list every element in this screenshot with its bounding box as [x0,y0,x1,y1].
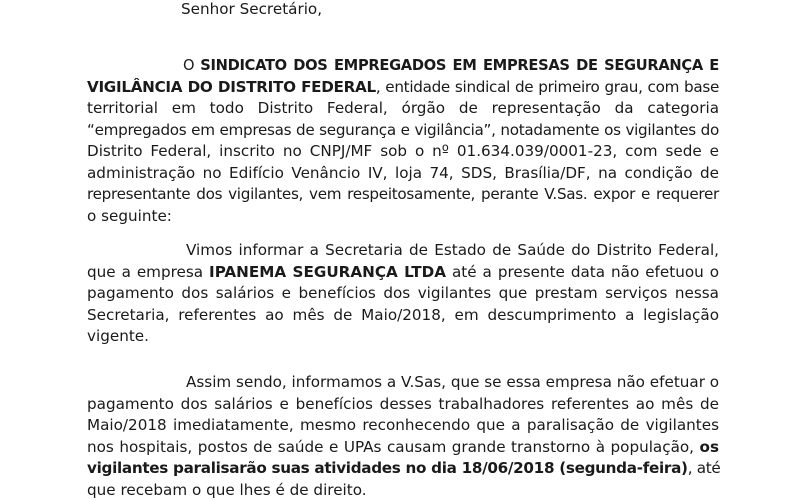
text-line: O SINDICATO DOS EMPREGADOS EM EMPRESAS DE SEGURANÇA E [183,57,719,74]
text-line: Secretaria, referentes ao mês de Maio/2018, em descumprimento a legislação [87,305,719,324]
text-line: “empregados em empresas de segurança e vigilância”, notadamente os vigilantes do [87,120,719,139]
text-line: representante dos vigilantes, vem respeitosamente, perante V.Sas. expor e requerer [87,185,719,203]
text-line: vigilantes paralisarão suas atividades no dia 18/06/2018 (segunda-feira), até [87,459,721,477]
paragraph-informacao [87,240,719,348]
text-line: que recebam o que lhes é de direito. [87,480,367,499]
text-line: que a empresa IPANEMA SEGURANÇA LTDA até a presente data não efetuou o [87,262,719,281]
text-line: pagamento dos salários e benefícios desses trabalhadores referentes ao mês de [87,394,719,413]
salutation: Senhor Secretário, [181,0,323,18]
text-line: territorial em todo Distrito Federal, órgão de representação da categoria [87,99,719,117]
text-line: Distrito Federal, inscrito no CNPJ/MF sob o nº 01.634.039/0001-23, com sede e [87,142,719,160]
text-line: Vimos informar a Secretaria de Estado de Saúde do Distrito Federal, [186,241,719,259]
paragraph-sindicato [87,55,719,227]
text-line: pagamento dos salários e benefícios dos vigilantes que prestam serviços nessa [87,284,719,302]
text-line: o seguinte: [87,206,172,225]
text-line: administração no Edifício Venâncio IV, loja 74, SDS, Brasília/DF, na condição de [87,163,719,182]
text-line: Maio/2018 imediatamente, mesmo reconhecendo que a paralisação de vigilantes [87,416,719,434]
text-line: VIGILÂNCIA DO DISTRITO FEDERAL, entidade sindical de primeiro grau, com base [87,77,720,96]
paragraph-paralisacao [87,372,719,500]
text-line: nos hospitais, postos de saúde e UPAs causam grande transtorno à população, os [87,437,719,456]
text-line: vigente. [87,327,149,345]
text-line: Assim sendo, informamos a V.Sas, que se essa empresa não efetuar o [186,373,720,391]
